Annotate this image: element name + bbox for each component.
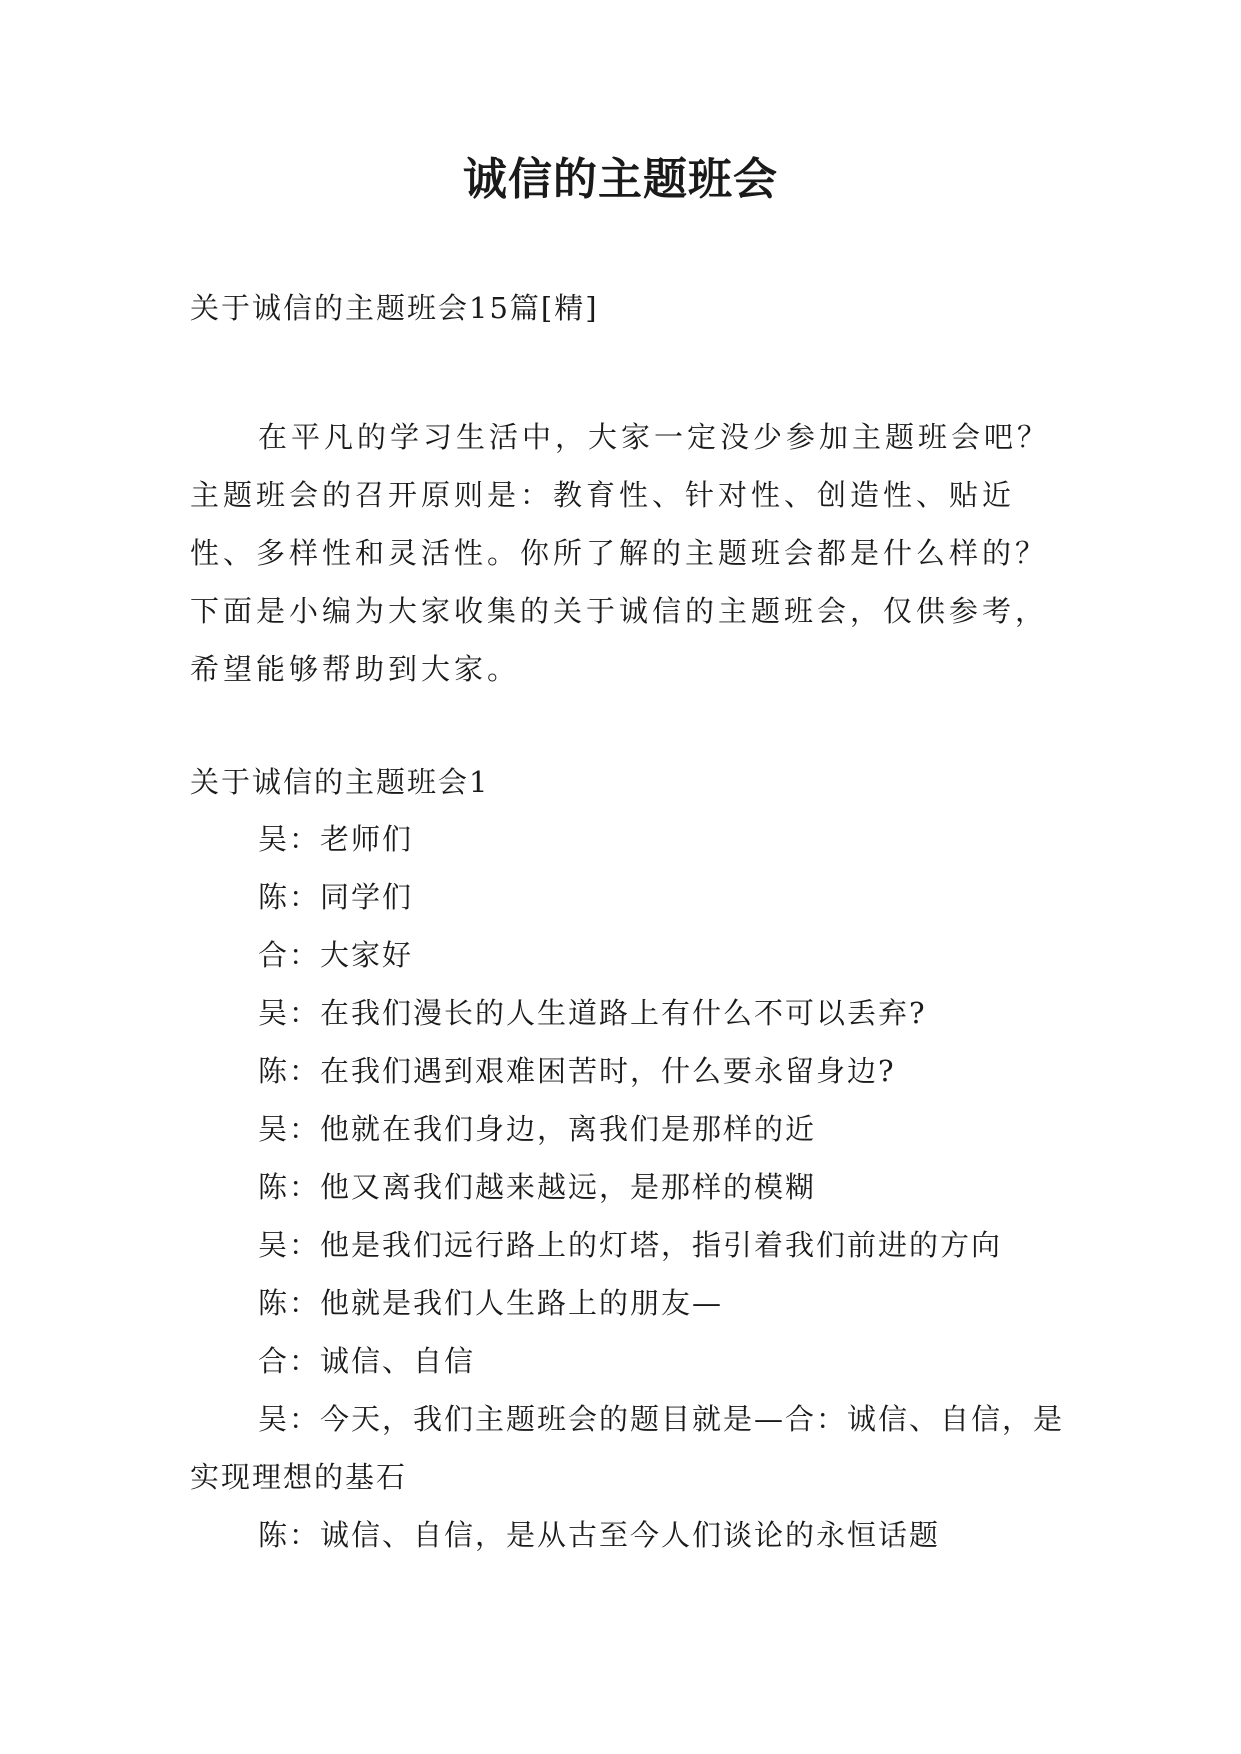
dialogue-line: 陈：诚信、自信，是从古至今人们谈论的永恒话题 xyxy=(258,1518,941,1552)
dialogue-line: 陈：在我们遇到艰难困苦时，什么要永留身边? xyxy=(258,1054,896,1088)
dialogue-line: 陈：同学们 xyxy=(258,880,414,914)
intro-paragraph: 在平凡的学习生活中，大家一定没少参加主题班会吧？主题班会的召开原则是：教育性、针对性、创造性、贴近性、多样性和灵活性。你所了解的主题班会都是什么样的？下面是小编为大家收集的关于诚信的主题班会，仅供参考，希望能够帮助到大家。 xyxy=(190,420,1051,686)
document-title: 诚信的主题班会 xyxy=(463,154,778,205)
dialogue-line: 吴：在我们漫长的人生道路上有什么不可以丢弃? xyxy=(258,996,927,1030)
dialogue-line: 合：诚信、自信 xyxy=(258,1344,476,1378)
dialogue-line: 陈：他又离我们越来越远，是那样的模糊 xyxy=(258,1170,817,1204)
section-title: 关于诚信的主题班会1 xyxy=(190,765,490,799)
dialogue-line: 陈：他就是我们人生路上的朋友— xyxy=(258,1286,724,1320)
dialogue-line: 合：大家好 xyxy=(258,938,414,972)
dialogue-line: 吴：他就在我们身边，离我们是那样的近 xyxy=(258,1112,817,1146)
dialogue-line: 吴：他是我们远行路上的灯塔，指引着我们前进的方向 xyxy=(258,1228,1003,1262)
dialogue-line: 吴：老师们 xyxy=(258,822,414,856)
dialogue-line: 吴：今天，我们主题班会的题目就是—合：诚信、自信，是实现理想的基石 xyxy=(190,1402,1065,1494)
document-subtitle: 关于诚信的主题班会15篇[精] xyxy=(190,291,599,325)
dialogue-block xyxy=(190,810,1070,1564)
